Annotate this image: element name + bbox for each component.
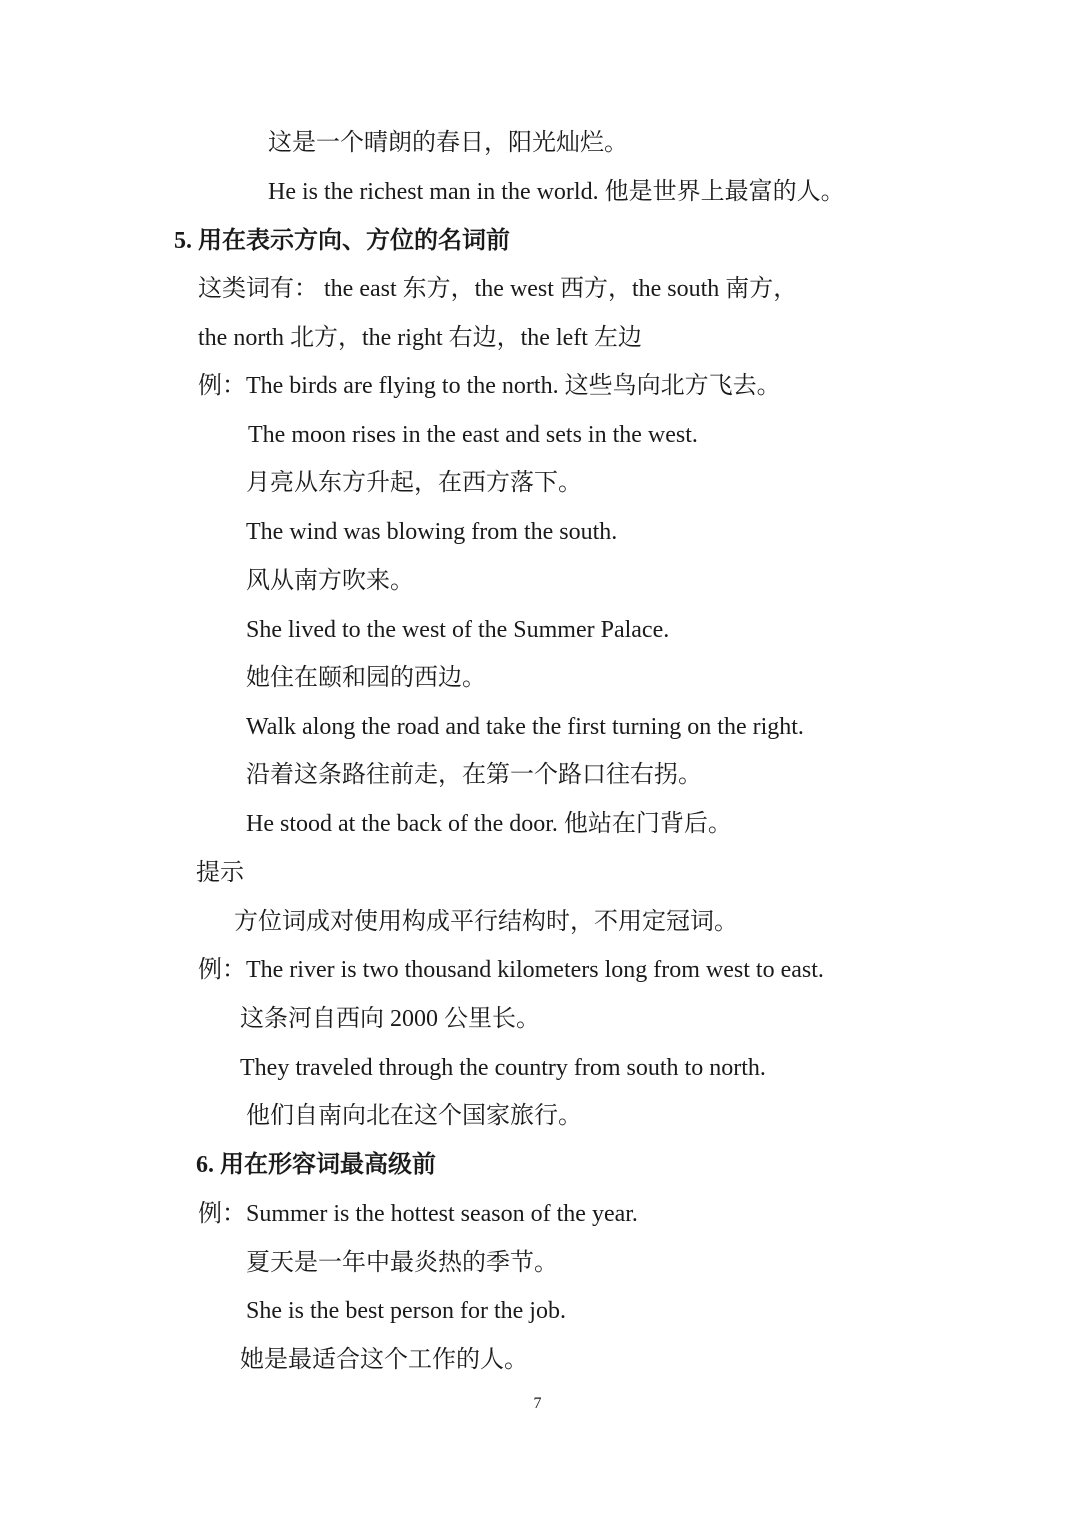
text-line: They traveled through the country from south to north. xyxy=(240,1055,766,1081)
text-line: 风从南方吹来。 xyxy=(246,568,414,594)
text-line: 例：The river is two thousand kilometers long from west to east. xyxy=(198,957,824,983)
text-line: The moon rises in the east and sets in the west. xyxy=(248,422,698,448)
text-line: 方位词成对使用构成平行结构时，不用定冠词。 xyxy=(234,909,738,935)
text-line: 夏天是一年中最炎热的季节。 xyxy=(246,1250,558,1276)
text-line: 他们自南向北在这个国家旅行。 xyxy=(246,1103,582,1129)
text-line: 她是最适合这个工作的人。 xyxy=(240,1347,528,1373)
text-line: 沿着这条路往前走，在第一个路口往右拐。 xyxy=(246,762,702,788)
text-line: He is the richest man in the world. 他是世界上最富的人。 xyxy=(268,179,845,205)
text-line: 这条河自西向 2000 公里长。 xyxy=(240,1006,540,1032)
section-heading: 6. 用在形容词最高级前 xyxy=(196,1152,436,1178)
text-line: He stood at the back of the door. 他站在门背后。 xyxy=(246,811,732,837)
text-line: The wind was blowing from the south. xyxy=(246,519,618,545)
section-heading: 5. 用在表示方向、方位的名词前 xyxy=(174,228,510,254)
text-line: the north 北方，the right 右边，the left 左边 xyxy=(198,325,642,351)
text-line: She lived to the west of the Summer Palace. xyxy=(246,617,670,643)
text-line: She is the best person for the job. xyxy=(246,1298,566,1324)
page-number: 7 xyxy=(533,1395,542,1412)
text-line: 例：Summer is the hottest season of the year. xyxy=(198,1201,638,1227)
text-line: Walk along the road and take the first turning on the right. xyxy=(246,714,804,740)
text-line: 例：The birds are flying to the north. 这些鸟向北方飞去。 xyxy=(198,373,781,399)
tip-label: 提示 xyxy=(196,860,244,886)
text-line: 她住在颐和园的西边。 xyxy=(246,665,486,691)
text-line: 这是一个晴朗的春日，阳光灿烂。 xyxy=(268,130,628,156)
text-line: 这类词有： the east 东方，the west 西方，the south 南方， xyxy=(198,276,798,302)
text-line: 月亮从东方升起，在西方落下。 xyxy=(246,470,582,496)
